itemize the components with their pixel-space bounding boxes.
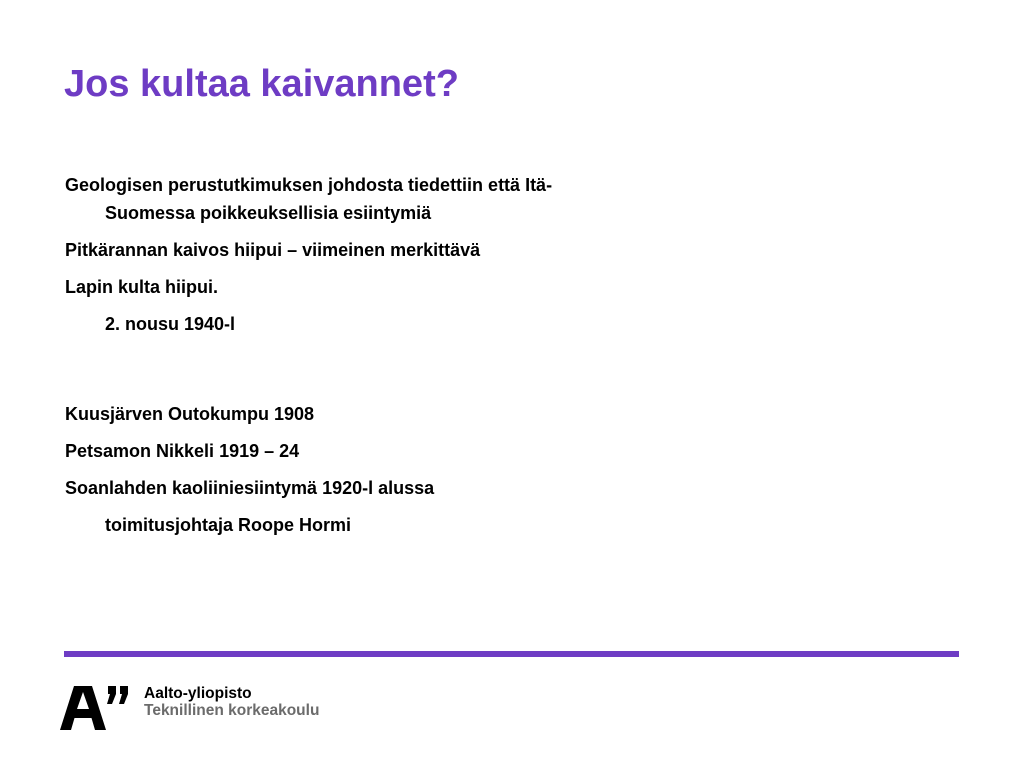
paragraph-pitkaranta: Pitkärannan kaivos hiipui – viimeinen merkittävä	[65, 240, 481, 260]
paragraph-ceo: toimitusjohtaja Roope Hormi	[105, 515, 352, 535]
paragraph-lapland: Lapin kulta hiipui.	[65, 277, 218, 297]
paragraph-petsamo: Petsamon Nikkeli 1919 – 24	[65, 441, 300, 461]
footer-divider	[64, 651, 959, 657]
school-name: Teknillinen korkeakoulu	[144, 702, 320, 719]
slide-body	[65, 171, 585, 548]
paragraph-soanlahti: Soanlahden kaoliiniesiintymä 1920-l alussa	[65, 478, 435, 498]
paragraph-second-rise: 2. nousu 1940-l	[105, 314, 236, 334]
paragraph-geology: Geologisen perustutkimuksen johdosta tiedettiin että Itä-Suomessa poikkeuksellisia esiintymiä	[65, 175, 553, 223]
paragraph-outokumpu: Kuusjärven Outokumpu 1908	[65, 404, 315, 424]
university-name: Aalto-yliopisto	[144, 685, 252, 702]
aalto-logo-icon	[60, 684, 132, 732]
slide-title: Jos kultaa kaivannet?	[64, 63, 459, 105]
